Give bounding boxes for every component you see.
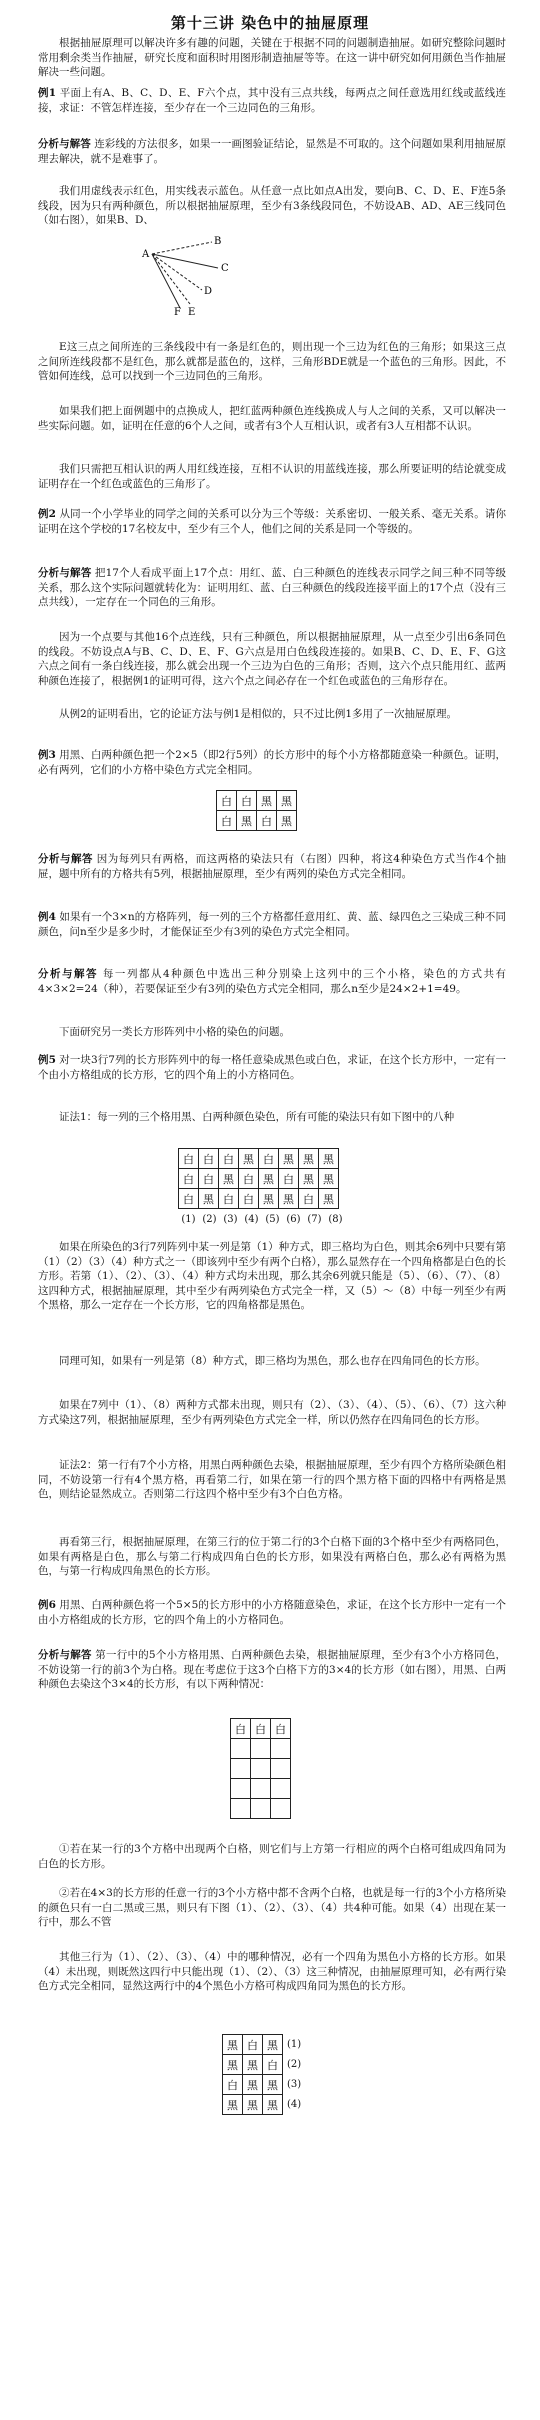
analysis-3: [38, 852, 506, 881]
grid-cell: [251, 1739, 271, 1759]
pattern-caption: (4): [244, 1214, 259, 1225]
analysis-3-text: 因为每列只有两格，而这两格的染法只有（右图）四种，将这4种染色方式当作4个抽屉，题中所有的方格共有5列，根据抽屉原理，至少有两列的染色方式完全相同。: [38, 853, 507, 880]
grid-cell: 黑: [257, 791, 277, 811]
example-2-text: 从同一个小学毕业的同学之间的关系可以分为三个等级：关系密切、一般关系、毫无关系。请你证明在这个学校的17名校友中，至少有三个人，他们之间的关系是同一个等级的。: [38, 508, 507, 535]
point-c-label: C: [221, 263, 229, 274]
analysis-6: [38, 1648, 506, 1692]
example-4: [38, 910, 506, 939]
example-3-text: 用黑、白两种颜色把一个2×5（即2行5列）的长方形中的每个小方格都随意染一种颜色。证明，必有两列，它们的小方格中染色方式完全相同。: [38, 749, 506, 776]
point-a-label: A: [142, 249, 150, 260]
grid-cell: 黑: [199, 1189, 219, 1209]
grid-cell: 白: [219, 1189, 239, 1209]
grid-cell: [271, 1779, 291, 1799]
analysis-4-text: 每一列都从4种颜色中选出三种分别染上这列中的三个小格，染色的方式共有4×3×2=24（种），若要保证至少有3列的染色方式完全相同，那么n至少是24×2+1=49。: [38, 968, 506, 995]
grid-cell: 白: [219, 1149, 239, 1169]
grid-cell: 白: [223, 2075, 243, 2095]
row-caption: (2): [287, 2059, 302, 2070]
grid-cell: 黑: [277, 791, 297, 811]
grid-cell: 黑: [223, 2095, 243, 2115]
grid-cell: [271, 1739, 291, 1759]
eight-patterns-captions: [178, 1214, 346, 1225]
pattern-caption: (7): [307, 1214, 322, 1225]
grid-cell: 黑: [263, 2075, 283, 2095]
example-6-text: 用黑、白两种颜色将一个5×5的长方形中的小方格随意染色，求证，在这个长方形中一定有一个由小方格组成的长方形，它的四个角上的小方格同色。: [38, 1599, 506, 1626]
analysis-1-label: 分析与解答: [38, 138, 91, 150]
example-2: [38, 507, 506, 536]
grid-cell: 白: [217, 791, 237, 811]
grid-cell: 白: [263, 2055, 283, 2075]
point-d-label: D: [204, 286, 213, 297]
proof-1-case-1: 如果在所染色的3行7列阵列中某一列是第（1）种方式，即三格均为白色，则其余6列中只要有第（1）（2）（3）（4）种方式之一（即该列中至少有两个白格），那么显然存在一个四角格都是白色的长方形。若第（1）、（2）、（3）、（4）种方式均未出现，那么其余6列就只能是（5）、（6）、（7）、（8）这四种方式，根据抽屉原理，其中至少有两列染色方式完全一样，又（5）～（8）中每一列至少有两个黑格，那么一定存在一个长方形，它的四角格都是黑色。: [38, 1241, 506, 1311]
example-1-text: 平面上有A、B、C、D、E、F六个点，其中没有三点共线，每两点之间任意选用红线或蓝线连接，求证：不管怎样连接，至少存在一个三边同色的三角形。: [38, 87, 506, 114]
grid-cell: 黑: [263, 2095, 283, 2115]
paragraph-acquaint: 我们只需把互相认识的两人用红线连接，互相不认识的用蓝线连接，那么所要证明的结论就变成证明存在一个红色或蓝色的三角形了。: [38, 463, 506, 490]
paragraph-red-blue: 我们用虚线表示红色，用实线表示蓝色。从任意一点比如点A出发，要向B、C、D、E、F连5条线段，因为只有两种颜色，所以根据抽屉原理，至少有3条线段同色，不妨设AB、AD、AE三线同色（如右图），如果B、D、: [38, 185, 506, 226]
analysis-2-text: 把17个人看成平面上17个点：用红、蓝、白三种颜色的连线表示同学之间三种不同等级关系，那么这个实际问题就转化为：证明用红、蓝、白三种颜色的线段连接平面上的17个点（没有三点共线），一定存在一个同色的三角形。: [38, 567, 506, 608]
pattern-caption: (6): [286, 1214, 301, 1225]
point-e-label: E: [188, 307, 196, 316]
analysis-2: [38, 566, 506, 610]
proof-1-intro: 证法1：每一列的三个格用黑、白两种颜色染色，所有可能的染法只有如下图中的八种: [59, 1111, 455, 1123]
example-5: [38, 1053, 506, 1082]
grid-cell: 黑: [243, 2095, 263, 2115]
case-1-paragraph: ①若在某一行的3个方格中出现两个白格，则它们与上方第一行相应的两个白格可组成四角同为白色的长方形。: [38, 1843, 506, 1870]
example-6-label: 例6: [38, 1599, 56, 1611]
grid-cell: 白: [239, 1189, 259, 1209]
example-3: [38, 748, 506, 777]
point-f-label: F: [174, 307, 181, 316]
case-2-conclusion: 其他三行为（1）、（2）、（3）、（4）中的哪种情况，必有一个四角为黑色小方格的长方形。如果（4）未出现，则既然这四行中只能出现（1）、（2）、（3）这三种情况，由抽屉原理可知，必有两行染色方式完全相同，显然这两行中的4个黑色小方格可构成四角同为黑色的长方形。: [38, 1951, 506, 1992]
grid-cell: 白: [199, 1149, 219, 1169]
grid-cell: 白: [279, 1169, 299, 1189]
grid-cell: 黑: [319, 1149, 339, 1169]
proof-2-third-row: 再看第三行，根据抽屉原理，在第三行的位于第二行的3个白格下面的3个格中至少有两格同色，如果有两格是白色，那么与第二行构成四角白色的长方形，如果没有两格白色，那么必有两格为黑色，与第一行构成四角黑色的长方形。: [38, 1536, 506, 1577]
grid-cell: 黑: [319, 1189, 339, 1209]
segment-ae: [152, 254, 190, 304]
grid-cell: [231, 1739, 251, 1759]
example-1-label: 例1: [38, 87, 57, 99]
grid-cell: 黑: [243, 2055, 263, 2075]
pattern-caption: (5): [265, 1214, 280, 1225]
pattern-caption: (8): [328, 1214, 343, 1225]
example-1: [38, 86, 506, 115]
analysis-4: [38, 967, 506, 996]
grid-cell: 黑: [223, 2055, 243, 2075]
grid-cell: 黑: [223, 2035, 243, 2055]
grid-cell: 白: [259, 1149, 279, 1169]
grid-cell: [251, 1779, 271, 1799]
analysis-3-label: 分析与解答: [38, 853, 93, 865]
segment-af: [152, 254, 180, 308]
page-title: 第十三讲 染色中的抽屉原理: [170, 14, 370, 32]
grid-cell: 黑: [239, 1149, 259, 1169]
example-5-text: 对一块3行7列的长方形阵列中的每一格任意染成黑色或白色，求证，在这个长方形中，一定有一个由小方格组成的长方形，它的四个角上的小方格同色。: [38, 1054, 506, 1081]
analysis-4-label: 分析与解答: [38, 968, 99, 980]
grid-cell: 白: [199, 1169, 219, 1189]
column-patterns-grid: [216, 790, 297, 831]
analysis-2-label: 分析与解答: [38, 567, 92, 579]
grid-cell: [231, 1759, 251, 1779]
proof-1-case-rest: 如果在7列中（1）、（8）两种方式都未出现，则只有（2）、（3）、（4）、（5）、（6）、（7）这六种方式染这7列，根据抽屉原理，至少有两列染色方式完全一样，所以仍然存在四角同色的长方形。: [38, 1399, 506, 1426]
eight-patterns-grid: [178, 1148, 339, 1209]
paragraph-next-topic: 下面研究另一类长方形阵列中小格的染色的问题。: [59, 1026, 290, 1038]
rectangle-3x4-grid: [230, 1718, 291, 1819]
example-4-label: 例4: [38, 911, 56, 923]
grid-cell: 白: [239, 1169, 259, 1189]
grid-cell: [251, 1759, 271, 1779]
paragraph-example2-note: 从例2的证明看出，它的论证方法与例1是相似的，只不过比例1多用了一次抽屉原理。: [59, 708, 458, 720]
grid-cell: 黑: [277, 811, 297, 831]
analysis-6-text: 第一行中的5个小方格用黑、白两种颜色去染，根据抽屉原理，至少有3个小方格同色，不妨设第一行的前3个为白格。现在考虑位于这3个白格下方的3×4的长方形（如右图），用黑、白两种颜色去染这个3×4的长方形，有以下两种情况：: [38, 1649, 507, 1690]
pattern-caption: (2): [202, 1214, 217, 1225]
grid-cell: 白: [251, 1719, 271, 1739]
grid-cell: [231, 1779, 251, 1799]
grid-cell: 黑: [259, 1169, 279, 1189]
point-b-label: B: [214, 236, 222, 247]
grid-cell: 白: [243, 2035, 263, 2055]
grid-cell: 白: [179, 1149, 199, 1169]
grid-cell: 黑: [237, 811, 257, 831]
four-row-patterns-grid: [222, 2034, 316, 2115]
grid-cell: 黑: [299, 1149, 319, 1169]
row-caption: (3): [287, 2079, 302, 2090]
pattern-caption: (3): [223, 1214, 238, 1225]
example-4-text: 如果有一个3×n的方格阵列，每一列的三个方格都任意用红、黄、蓝、绿四色之三染成三种不同颜色，问n至少是多少时，才能保证至少有3列的染色方式完全相同。: [38, 911, 506, 938]
grid-cell: 白: [231, 1719, 251, 1739]
analysis-6-label: 分析与解答: [38, 1649, 92, 1661]
paragraph-16-points: 因为一个点要与其他16个点连线，只有三种颜色，所以根据抽屉原理，从一点至少引出6条同色的线段。不妨设点A与B、C、D、E、F、G六点是用白色线段连接的。如果B、C、D、E、F、G这六点之间有一条白线连接，那么就会出现一个三边为白色的三角形；否则，这六个点只能用红、蓝两种颜色连接了，根据例1的证明可得，这六个点之间必存在一个红色或蓝色的三角形存在。: [38, 631, 506, 687]
grid-cell: 黑: [319, 1169, 339, 1189]
intro-paragraph: 根据抽屉原理可以解决许多有趣的问题，关键在于根据不同的问题制造抽屉。如研究整除问题时常用剩余类当作抽屉，研究长度和面积时用图形制造抽屉等等。在这一讲中研究如何用颜色当作抽屉解决一些问题。: [38, 37, 506, 78]
row-caption: (1): [287, 2039, 302, 2050]
grid-cell: 黑: [263, 2035, 283, 2055]
grid-cell: [271, 1799, 291, 1819]
example-2-label: 例2: [38, 508, 56, 520]
grid-cell: 白: [257, 811, 277, 831]
grid-cell: 黑: [259, 1189, 279, 1209]
grid-cell: 黑: [243, 2075, 263, 2095]
case-2-paragraph: ②若在4×3的长方形的任意一行的3个小方格中都不含两个白格，也就是每一行的3个小方格所染的颜色只有一白二黑或三黑，则只有下图（1）、（2）、（3）、（4）共4种可能。如果（4）出现在某一行中，那么不管: [38, 1887, 506, 1928]
grid-cell: 白: [179, 1169, 199, 1189]
pattern-caption: (1): [181, 1214, 196, 1225]
grid-cell: 黑: [219, 1169, 239, 1189]
grid-cell: 白: [299, 1189, 319, 1209]
example-6: [38, 1598, 506, 1627]
grid-cell: 白: [237, 791, 257, 811]
analysis-1-text: 连彩线的方法很多，如果一一画图验证结论，显然是不可取的。这个问题如果利用抽屉原理去解决，就不是难事了。: [38, 138, 507, 165]
analysis-1: [38, 137, 506, 166]
grid-cell: 黑: [299, 1169, 319, 1189]
example-3-label: 例3: [38, 749, 56, 761]
proof-2-first: 证法2：第一行有7个小方格，用黑白两种颜色去染，根据抽屉原理，至少有四个方格所染颜色相同，不妨设第一行有4个黑方格，再看第二行，如果在第一行的四个黑方格下面的四格中有两格是黑色，则结论显然成立。否则第二行这四个格中至少有3个白色方格。: [38, 1459, 506, 1500]
grid-cell: 白: [271, 1719, 291, 1739]
grid-cell: [251, 1799, 271, 1819]
row-caption: (4): [287, 2099, 302, 2110]
segment-ab: [152, 242, 212, 254]
grid-cell: 白: [179, 1189, 199, 1209]
paragraph-bde: E这三点之间所连的三条线段中有一条是红色的，则出现一个三边为红色的三角形；如果这三点之间所连线段都不是红色，那么就都是蓝色的，这样，三角形BDE就是一个蓝色的三角形。因此，不管如何连线，总可以找到一个三边同色的三角形。: [38, 341, 506, 382]
paragraph-people: 如果我们把上面例题中的点换成人，把红蓝两种颜色连线换成人与人之间的关系，又可以解决一些实际问题。如，证明在任意的6个人之间，或者有3个人互相认识，或者有3人互相都不认识。: [38, 405, 506, 432]
grid-cell: [231, 1799, 251, 1819]
grid-cell: [271, 1759, 291, 1779]
grid-cell: 黑: [279, 1149, 299, 1169]
segment-figure: [140, 232, 250, 316]
proof-1-case-8: 同理可知，如果有一列是第（8）种方式，即三格均为黑色，那么也存在四角同色的长方形。: [59, 1355, 486, 1367]
grid-cell: 白: [217, 811, 237, 831]
example-5-label: 例5: [38, 1054, 56, 1066]
grid-cell: 黑: [279, 1189, 299, 1209]
